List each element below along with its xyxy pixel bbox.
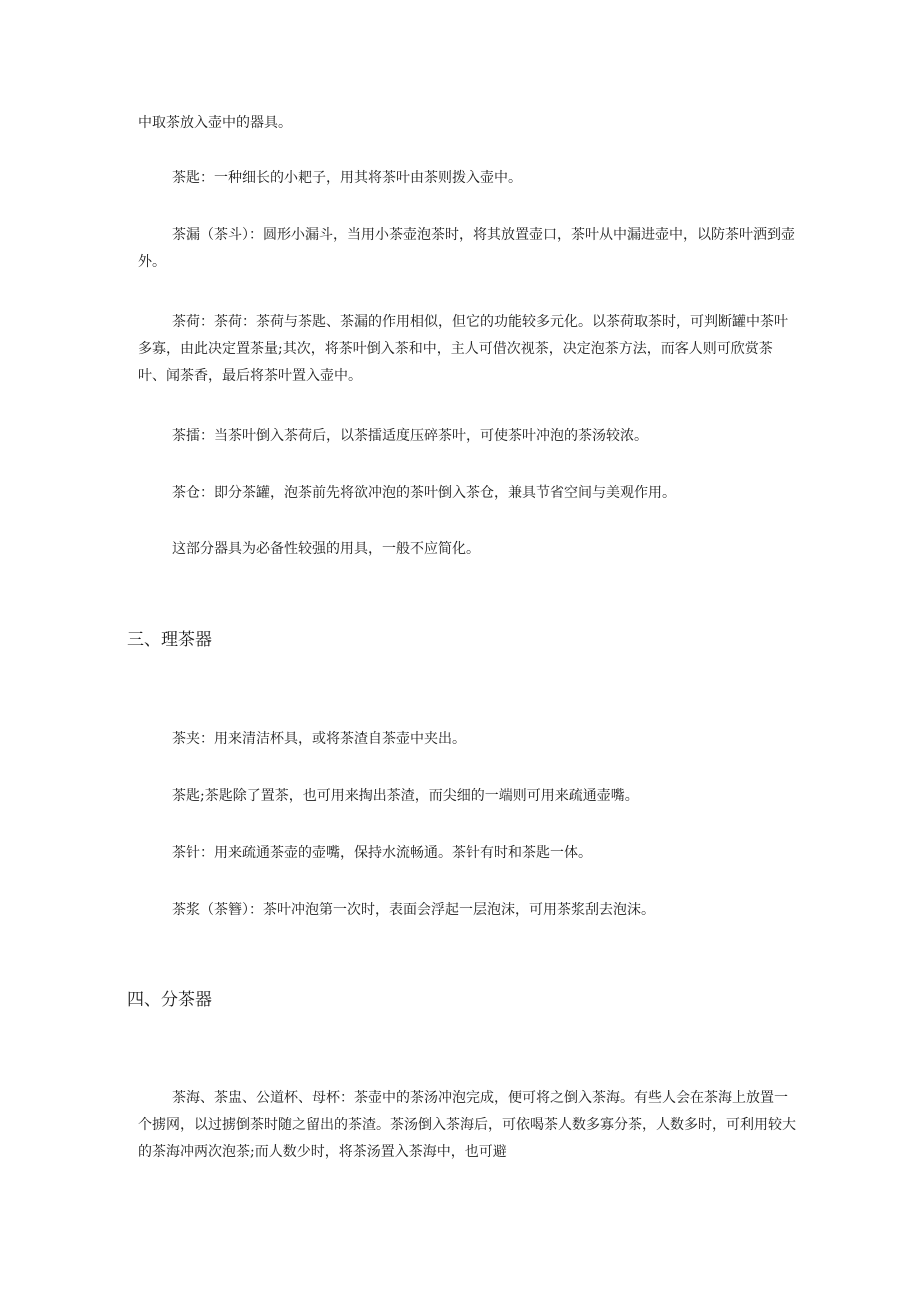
section-heading-tea-handling: 三、理茶器 [127,630,212,650]
paragraph-tea-holder: 茶荷：茶荷：茶荷与茶匙、茶漏的作用相似，但它的功能较多元化。以茶荷取茶时，可判断罐中茶叶多寡，由此决定置茶量;其次，将茶叶倒入茶和中，主人可借次视茶，决定泡茶方法，而客人则可欣赏茶叶、闻茶香，最后将茶叶置入壶中。 [138,314,788,384]
paragraph-essential-note: 这部分器具为必备性较强的用具，一般不应简化。 [172,541,480,557]
section-heading-tea-serving: 四、分茶器 [127,990,212,1010]
paragraph-tea-caddy: 茶仓：即分茶罐，泡茶前先将欲冲泡的茶叶倒入茶仓，兼具节省空间与美观作用。 [172,485,676,501]
paragraph-tea-skimmer: 茶浆（茶簪）：茶叶冲泡第一次时，表面会浮起一层泡沫，可用茶浆刮去泡沫。 [172,902,655,918]
paragraph-tea-grinder: 茶擂：当茶叶倒入茶荷后，以茶擂适度压碎茶叶，可使茶叶冲泡的茶汤较浓。 [172,428,648,444]
paragraph-tea-spoon: 茶匙：一种细长的小耙子，用其将茶叶由茶则拨入壶中。 [172,170,522,186]
paragraph-tea-tongs: 茶夹：用来清洁杯具，或将茶渣自茶壶中夹出。 [172,731,466,747]
paragraph-tea-funnel: 茶漏（茶斗）：圆形小漏斗，当用小茶壶泡茶时，将其放置壶口，茶叶从中漏进壶中，以防茶叶洒到壶外。 [138,227,795,270]
paragraph-tea-needle: 茶针：用来疏通茶壶的壶嘴，保持水流畅通。茶针有时和茶匙一体。 [172,845,592,861]
paragraph-tea-spoon-cleaning: 茶匙;茶匙除了置茶，也可用来掏出茶渣，而尖细的一端则可用来疏通壶嘴。 [172,788,639,804]
paragraph-intro-continued: 中取茶放入壶中的器具。 [138,115,292,131]
paragraph-tea-pitcher: 茶海、茶盅、公道杯、母杯：茶壶中的茶汤冲泡完成，便可将之倒入茶海。有些人会在茶海上放置一个掳网，以过掳倒茶时随之留出的茶渣。茶汤倒入茶海后，可依喝茶人数多寡分茶，人数多时，可利用较大的茶海冲两次泡茶;而人数少时，将茶汤置入茶海中，也可避 [138,1090,796,1160]
